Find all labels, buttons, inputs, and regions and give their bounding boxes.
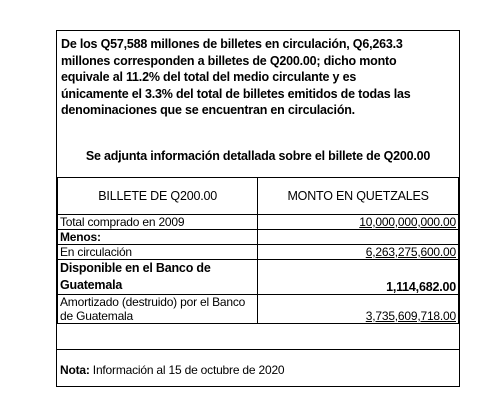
row-value: 6,263,275,600.00 (258, 245, 459, 260)
row-value: 1,114,682.00 (258, 260, 459, 295)
intro-line: millones corresponden a billetes de Q200.00; dicho monto (61, 53, 397, 68)
intro-line: únicamente el 3.3% del total de billetes emitidos de todas las (61, 86, 411, 101)
row-value (258, 230, 459, 245)
note-text: Información al 15 de octubre de 2020 (89, 363, 285, 377)
banknote-table (57, 177, 459, 324)
header-banknote: BILLETE DE Q200.00 (58, 178, 258, 215)
row-label: En circulación (58, 245, 258, 260)
note-label: Nota: (60, 363, 90, 377)
attachment-note: Se adjunta información detallada sobre el billete de Q200.00 (85, 149, 431, 163)
row-label: Disponible en el Banco de Guatemala (58, 260, 258, 295)
table-header (58, 178, 459, 215)
row-label: Menos: (58, 230, 258, 245)
note-divider (57, 349, 459, 350)
header-amount: MONTO EN QUETZALES (258, 178, 459, 215)
table-row (58, 245, 459, 260)
footnote (60, 363, 284, 377)
row-value: 10,000,000,000.00 (258, 215, 459, 230)
intro-paragraph (61, 36, 457, 119)
table-row (58, 215, 459, 230)
table-row (58, 295, 459, 324)
row-label: Total comprado en 2009 (58, 215, 258, 230)
row-value: 3,735,609,718.00 (258, 295, 459, 324)
intro-line: equivale al 11.2% del total del medio circulante y es (61, 70, 357, 84)
intro-line: denominaciones que se encuentran en circulación. (61, 103, 355, 117)
table-row (58, 230, 459, 245)
intro-line: De los Q57,588 millones de billetes en circulación, Q6,263.3 (61, 37, 403, 51)
row-label: Amortizado (destruido) por el Banco de Guatemala (58, 295, 258, 324)
table-row (58, 260, 459, 295)
document-frame (56, 30, 460, 387)
